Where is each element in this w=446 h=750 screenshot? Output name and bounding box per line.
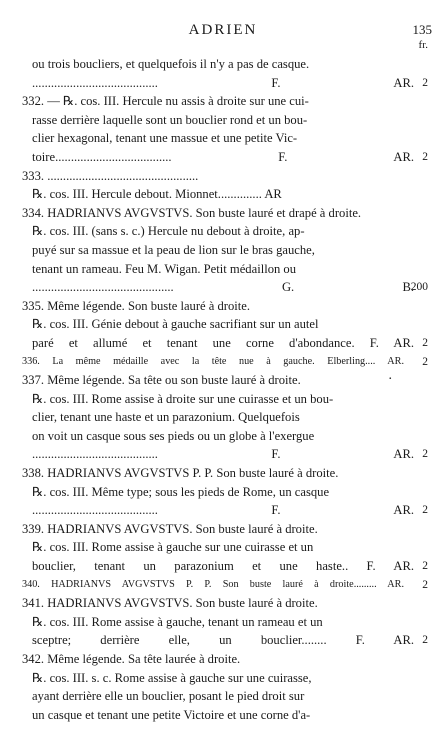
entry-line: [22, 669, 428, 688]
entry-line: [22, 297, 428, 316]
entry-text: 333. ................................................: [22, 168, 199, 183]
entry-price: 2: [422, 336, 428, 349]
entry-text: 332. — ℞. cos. III. Hercule nu assis à droite sur une cui-: [22, 94, 309, 109]
entry-text: 342. Même légende. Sa tête laurée à droite.: [22, 652, 241, 666]
entry-text: 337. Même légende. Sa tête ou son buste lauré à droite.: [22, 373, 301, 388]
entry-line: [22, 557, 428, 576]
entry-text: 341. HADRIANVS AVGVSTVS. Son buste lauré à droite.: [22, 596, 318, 611]
entry-text: ℞. cos. III. Rome assise à gauche sur une cuirasse et un: [32, 540, 314, 555]
entry-text: 339. HADRIANVS AVGVSTVS. Son buste lauré à droite.: [22, 521, 318, 536]
entry-text: ℞. cos. III. (sans s. c.) Hercule nu debout à droite, ap-: [32, 224, 305, 239]
entry-line: [22, 241, 428, 260]
entry-text: 338. HADRIANVS AVGVSTVS P. P. Son buste lauré à droite.: [22, 466, 339, 481]
entry-price: 200: [410, 281, 428, 294]
entry-line: [22, 650, 428, 669]
entry-line: [22, 483, 428, 502]
entry-text: clier, tenant une haste et un parazonium. Quelquefois: [32, 410, 300, 425]
entry-text: 340. HADRIANVS AVGVSTVS P. P. Son buste lauré à droite......... AR.: [22, 578, 404, 590]
entry-line: [22, 538, 428, 557]
entry-line: [22, 55, 428, 74]
entry-text: ℞. cos. III. Rome assise à gauche, tenant un rameau et un: [32, 614, 323, 629]
entry-text: ou trois boucliers, et quelquefois il n'y a pas de casque.: [32, 57, 310, 71]
running-header-title: ADRIEN: [188, 22, 258, 38]
entry-text: 334. HADRIANVS AVGVSTVS. Son buste lauré et drapé à droite.: [22, 205, 362, 220]
entry-text: tenant un rameau. Feu M. Wigan. Petit médaillon ou: [32, 261, 297, 276]
entry-price: 2: [422, 578, 428, 591]
entry-price: 2: [422, 355, 428, 368]
entry-line: [22, 520, 428, 539]
entry-price: 2: [422, 448, 428, 461]
entry-line: [22, 706, 428, 725]
entry-text: clier hexagonal, tenant une massue et une petite Vic-: [32, 131, 298, 146]
entry-price: 2: [422, 634, 428, 647]
entry-text: toire..................................... F. AR.: [32, 149, 414, 164]
entry-text: ayant derrière elle un bouclier, posant le pied droit sur: [32, 689, 305, 704]
entry-text: ℞. cos. III. Rome assise à droite sur une cuirasse et un bou-: [32, 391, 334, 406]
entry-line: [22, 129, 428, 148]
entry-price: 2: [422, 504, 428, 517]
entry-text: ℞. cos. III. s. c. Rome assise à gauche sur une cuirasse,: [32, 670, 312, 685]
entry-line: [22, 74, 428, 93]
entry-text: un casque et tenant une petite Victoire et une corne d'a-: [32, 707, 311, 722]
entry-line: [22, 260, 428, 279]
entry-line: [22, 576, 428, 595]
entry-line: [22, 427, 428, 446]
entry-line: [22, 278, 428, 297]
entry-text: ℞. cos. III. Génie debout à gauche sacrifiant sur un autel: [32, 317, 319, 332]
entry-line: [22, 390, 428, 409]
catalogue-entries: [22, 55, 428, 724]
entry-line: [22, 315, 428, 334]
entry-line: [22, 334, 428, 353]
entry-text: ........................................ F. AR.: [32, 75, 414, 90]
entry-line: [22, 687, 428, 706]
entry-line: [22, 464, 428, 483]
entry-text: paré et allumé et tenant une corne d'abondance. F. AR.: [32, 335, 414, 350]
entry-text: ............................................. G. B.: [32, 280, 414, 295]
entry-line: [22, 613, 428, 632]
entry-text: rasse derrière laquelle sont un bouclier rond et un bou-: [32, 112, 308, 127]
entry-text: 336. La même médaille avec la tête nue à gauche. Elberling.... AR.: [22, 355, 404, 367]
entry-line: [22, 594, 428, 613]
entry-text: puyé sur sa massue et la peau de lion sur le bras gauche,: [32, 242, 315, 257]
entry-line: [22, 185, 428, 204]
price-unit-label: fr.: [418, 39, 428, 51]
entry-line: [22, 408, 428, 427]
entry-price: 2: [422, 560, 428, 573]
entry-line: [22, 501, 428, 520]
entry-price: 2: [422, 150, 428, 163]
margin-mark: .: [388, 368, 392, 383]
entry-line: [22, 631, 428, 650]
entry-text: ........................................ F. AR.: [32, 447, 414, 462]
entry-text: ℞. cos. III. Même type; sous les pieds de Rome, un casque: [32, 484, 330, 499]
entry-text: 335. Même légende. Son buste lauré à droite.: [22, 298, 251, 313]
page-number: 135: [412, 22, 432, 37]
entry-line: [22, 148, 428, 167]
entry-line: [22, 222, 428, 241]
entry-line: [22, 167, 428, 186]
entry-line: [22, 353, 428, 372]
entry-line: [22, 445, 428, 464]
entry-line: [22, 92, 428, 111]
entry-text: bouclier, tenant un parazonium et une haste.. F. AR.: [32, 559, 414, 574]
entry-text: on voit un casque sous ses pieds ou un globe à l'exergue: [32, 428, 315, 443]
entry-line: [22, 204, 428, 223]
entry-line: [22, 111, 428, 130]
entry-text: sceptre; derrière elle, un bouclier........ F. AR.: [32, 633, 414, 648]
entry-text: ........................................ F. AR.: [32, 503, 414, 518]
entry-line: [22, 371, 428, 390]
entry-price: 2: [422, 76, 428, 89]
entry-text: ℞. cos. III. Hercule debout. Mionnet.............. AR: [32, 187, 282, 202]
